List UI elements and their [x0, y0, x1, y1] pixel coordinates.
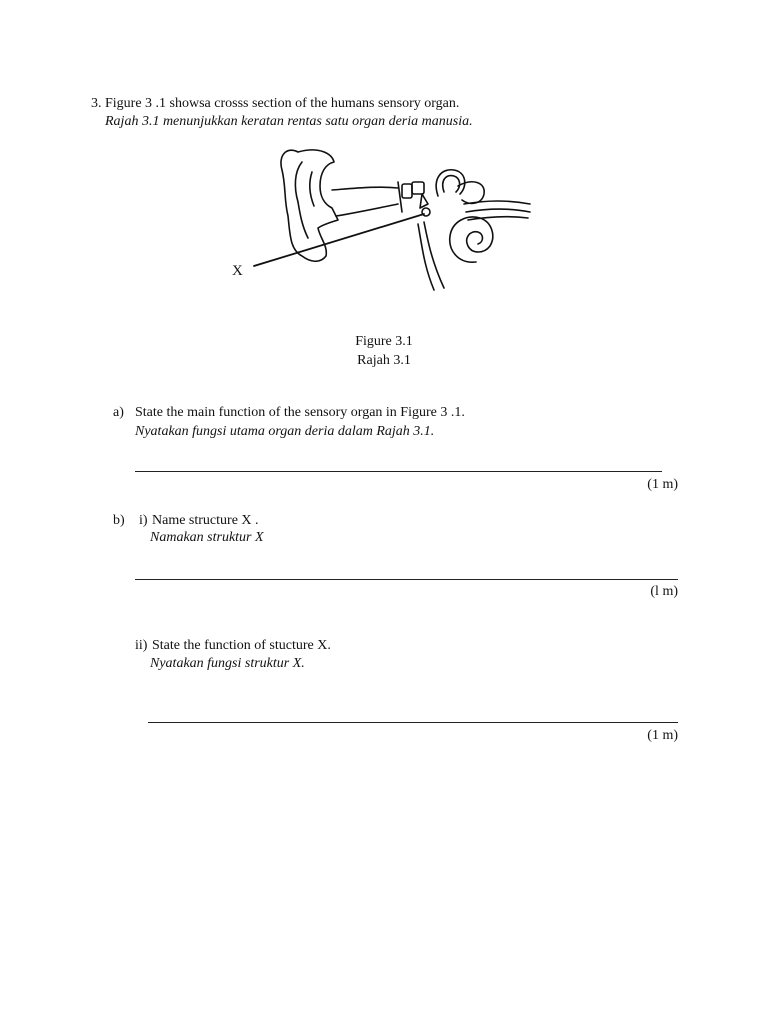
pinna-inner-fold-2 [310, 172, 314, 206]
pinna-outline [281, 150, 338, 261]
part-a-text-en: State the main function of the sensory organ in Figure 3 .1. [135, 405, 465, 420]
ear-canal-bottom [336, 204, 398, 216]
part-b-ii-text-ms: Nyatakan fungsi struktur X. [150, 656, 305, 671]
part-a-label: a) [113, 405, 124, 420]
part-a-marks: (1 m) [647, 477, 678, 492]
part-b-ii-text-en: State the function of stucture X. [152, 638, 331, 653]
part-b-i-text-en: Name structure X . [152, 513, 259, 528]
semicircular-canal-1 [436, 170, 465, 196]
figure-label-x: X [232, 263, 243, 279]
part-a-text-ms: Nyatakan fungsi utama organ deria dalam Rajah 3.1. [135, 424, 435, 439]
part-b-i-answer-line [135, 579, 678, 580]
pinna-inner-fold [295, 162, 308, 238]
label-x-pointer [254, 214, 424, 266]
ossicle-anvil [412, 182, 424, 194]
auditory-nerve-2 [466, 209, 530, 212]
part-b-i-label: i) [139, 513, 148, 528]
part-b-ii-answer-line [148, 722, 678, 723]
ossicle-hammer [402, 184, 412, 198]
figure-caption-en: Figure 3.1 [355, 334, 413, 349]
semicircular-canal-2 [443, 176, 460, 192]
ear-cross-section-figure [228, 142, 538, 297]
part-b-ii-marks: (1 m) [647, 728, 678, 743]
part-b-ii-label: ii) [135, 638, 148, 653]
ear-canal-top [332, 187, 398, 190]
part-a-answer-line [135, 471, 662, 472]
part-b-i-marks: (l m) [650, 584, 678, 599]
eustachian-tube [424, 222, 444, 288]
part-b-i-text-ms: Namakan struktur X [150, 530, 264, 545]
question-number: 3. [91, 96, 102, 111]
ossicle-stirrup [420, 194, 428, 208]
figure-caption-ms: Rajah 3.1 [357, 353, 411, 368]
part-b-label: b) [113, 513, 125, 528]
question-intro-en: Figure 3 .1 showsa crosss section of the humans sensory organ. [105, 96, 460, 111]
question-intro-ms: Rajah 3.1 menunjukkan keratan rentas satu organ deria manusia. [105, 114, 473, 129]
cochlea [450, 217, 493, 262]
